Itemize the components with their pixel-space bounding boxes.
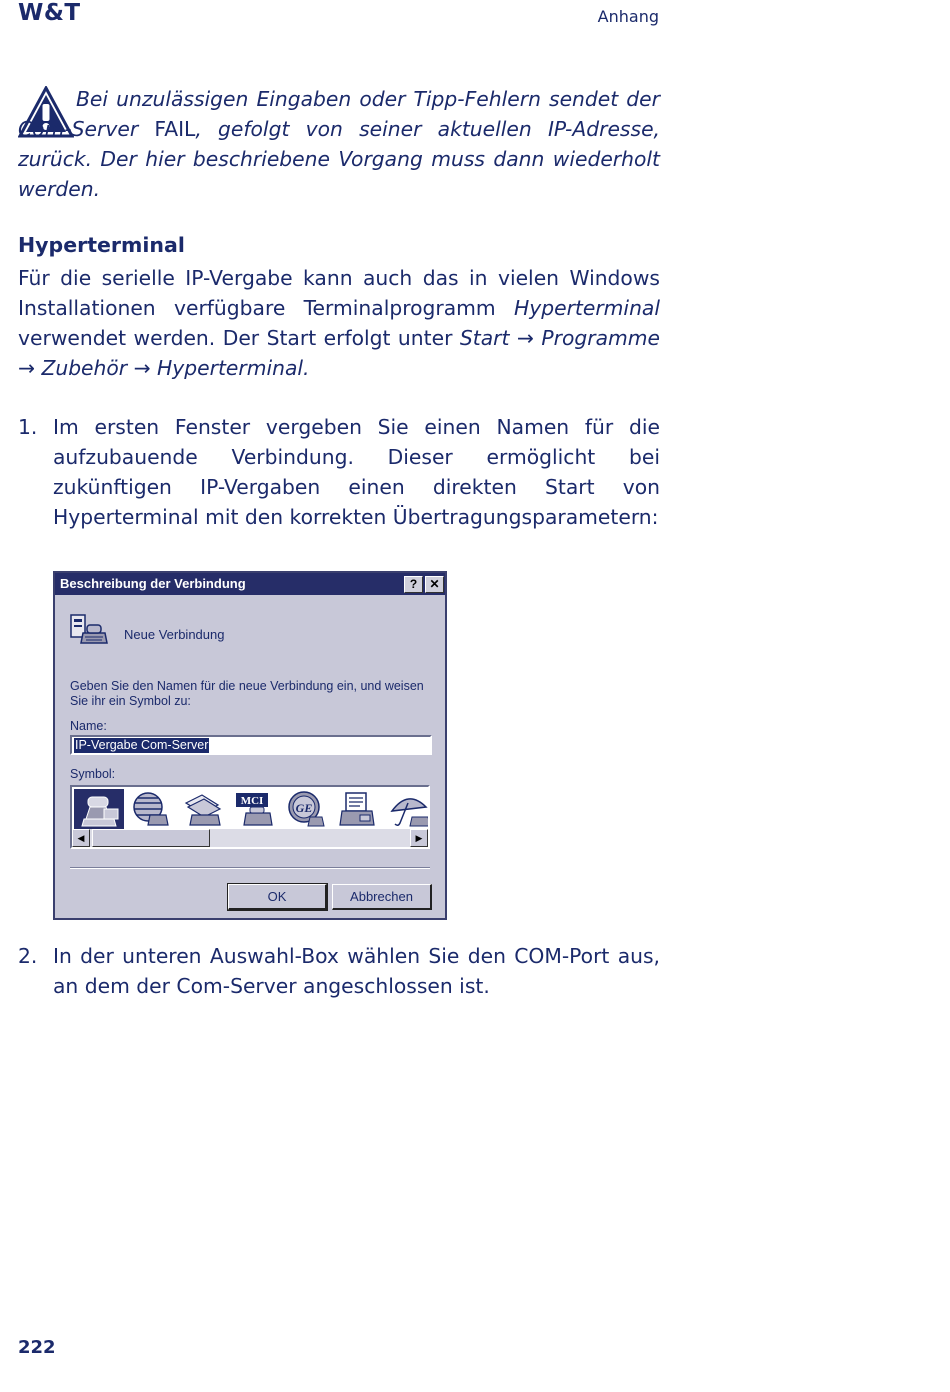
close-button[interactable]: ✕ xyxy=(425,576,444,593)
name-input-value: IP-Vergabe Com-Server xyxy=(75,738,209,752)
intro-text-1: Für die serielle IP-Vergabe kann auch das in vielen Windows Installationen verfügbare Terminalprogramm xyxy=(18,266,660,320)
warning-text-part2: , gefolgt von seiner aktuellen IP-Adresse, zurück. Der hier beschriebene Vorgang muss dann wiederholt werden. xyxy=(18,117,660,201)
connection-dialog xyxy=(53,571,447,920)
name-input[interactable] xyxy=(70,735,432,755)
connection-icon xyxy=(69,611,109,649)
mci-label: MCI xyxy=(240,795,264,807)
dialog-title: Beschreibung der Verbindung xyxy=(60,576,246,591)
symbol-scrollbar[interactable] xyxy=(72,829,428,847)
mci-icon[interactable] xyxy=(230,789,280,829)
menu-path: Start → Programme → Zubehör → Hyperterminal. xyxy=(18,326,660,380)
umbrella-icon[interactable] xyxy=(386,789,430,829)
dialog-titlebar xyxy=(55,573,445,595)
scroll-left-icon[interactable]: ◀ xyxy=(72,829,90,847)
symbol-list[interactable] xyxy=(70,785,430,849)
phone-stack-icon[interactable] xyxy=(178,789,228,829)
name-label: Name: xyxy=(70,719,107,733)
section-title: Anhang xyxy=(597,7,659,26)
intro-text-2: verwendet werden. Der Start erfolgt unter xyxy=(18,326,460,350)
program-name: Hyperterminal xyxy=(513,296,660,320)
step-number: 2. xyxy=(18,944,38,968)
ge-icon[interactable] xyxy=(282,789,332,829)
phone-icon[interactable] xyxy=(74,789,124,829)
globe-icon[interactable] xyxy=(126,789,176,829)
ge-label: GE xyxy=(295,801,313,815)
warning-text xyxy=(18,84,660,204)
cancel-button[interactable]: Abbrechen xyxy=(332,884,432,910)
step-number: 1. xyxy=(18,415,38,439)
symbol-label: Symbol: xyxy=(70,767,116,781)
warning-text-part1: Bei unzulässigen Eingaben oder Tipp-Fehlern sendet der Com-Server xyxy=(18,87,660,141)
scroll-right-icon[interactable]: ▶ xyxy=(410,829,428,847)
page-number: 222 xyxy=(18,1337,56,1358)
dialog-separator xyxy=(70,867,430,869)
fax-icon[interactable] xyxy=(334,789,384,829)
new-connection-label: Neue Verbindung xyxy=(124,627,225,642)
step-text: Im ersten Fenster vergeben Sie einen Namen für die aufzubauende Verbindung. Dieser ermöglicht bei zukünftigen IP-Vergaben einen direkten Start von Hyperterminal mit den korrekten Übertragungsparametern: xyxy=(53,415,660,529)
section-heading: Hyperterminal xyxy=(18,233,185,257)
intro-paragraph xyxy=(18,263,660,383)
scroll-thumb[interactable] xyxy=(92,829,210,847)
help-button[interactable]: ? xyxy=(404,576,423,593)
list-item xyxy=(18,412,660,532)
dialog-instruction: Geben Sie den Namen für die neue Verbindung ein, und weisen Sie ihr ein Symbol zu: xyxy=(70,679,424,708)
brand-logo: W&T xyxy=(18,0,81,26)
step-text: In der unteren Auswahl-Box wählen Sie den COM-Port aus, an dem der Com-Server angeschlossen ist. xyxy=(53,944,660,998)
fail-keyword: FAIL xyxy=(154,117,196,141)
ok-button[interactable]: OK xyxy=(228,884,327,910)
list-item xyxy=(18,941,660,1001)
